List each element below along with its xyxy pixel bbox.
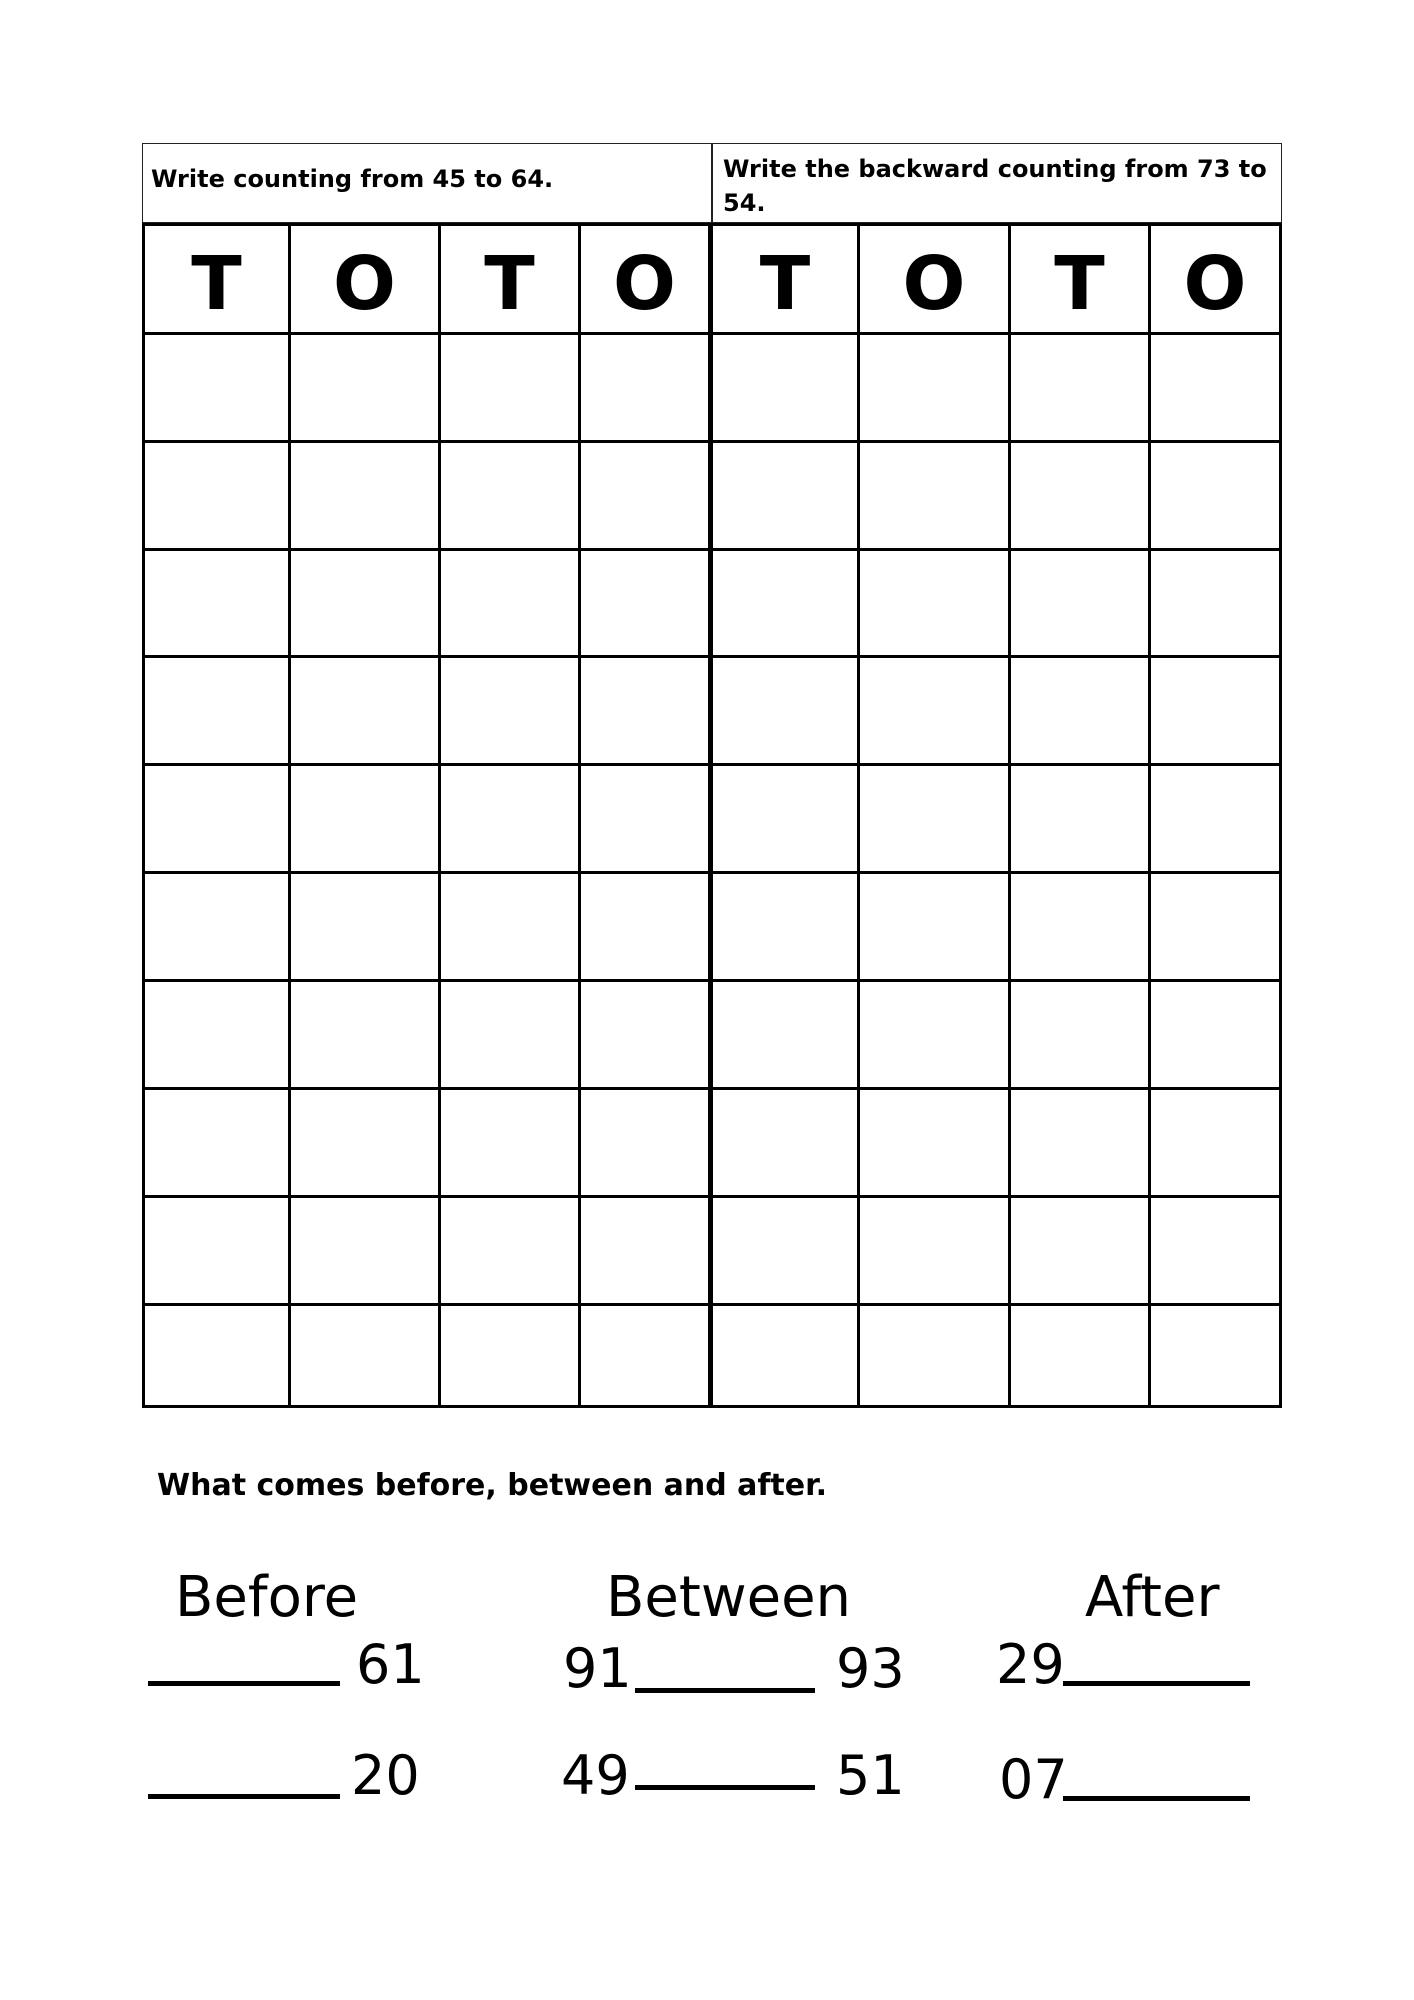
- heading-after: After: [1085, 1565, 1220, 1630]
- grid-column-divider: [578, 226, 581, 1405]
- column-label-ones: O: [613, 241, 676, 327]
- answer-blank-between-1[interactable]: [635, 1688, 815, 1693]
- number-between-left-1: 91: [563, 1637, 632, 1700]
- number-between-right-2: 51: [836, 1744, 905, 1807]
- counting-grid: [142, 223, 1282, 1408]
- instruction-forward-counting: [142, 143, 712, 223]
- number-after-2: 07: [999, 1748, 1068, 1811]
- grid-column-divider: [288, 226, 291, 1405]
- number-between-right-1: 93: [836, 1637, 905, 1700]
- instruction-backward-text-line1: Write the backward counting from 73 to: [723, 155, 1267, 183]
- instruction-backward-counting: [712, 143, 1282, 223]
- grid-row-divider: [145, 655, 1279, 658]
- column-label-ones: O: [333, 241, 396, 327]
- heading-before: Before: [175, 1565, 359, 1630]
- number-before-2: 20: [351, 1744, 420, 1807]
- grid-center-divider: [708, 226, 713, 1405]
- number-after-1: 29: [996, 1633, 1065, 1696]
- answer-blank-after-1[interactable]: [1063, 1681, 1250, 1686]
- grid-row-divider: [145, 1087, 1279, 1090]
- grid-row-divider: [145, 763, 1279, 766]
- grid-column-divider: [438, 226, 441, 1405]
- grid-row-divider: [145, 871, 1279, 874]
- answer-blank-before-2[interactable]: [148, 1794, 340, 1799]
- column-label-ones: O: [1183, 241, 1247, 327]
- grid-column-divider: [1148, 226, 1151, 1405]
- section-instruction: What comes before, between and after.: [157, 1468, 828, 1503]
- grid-row-divider: [145, 1195, 1279, 1198]
- grid-row-divider: [145, 979, 1279, 982]
- instruction-backward-text-line2: 54.: [723, 189, 766, 217]
- answer-blank-after-2[interactable]: [1063, 1796, 1250, 1801]
- column-label-tens: T: [1054, 241, 1105, 327]
- column-label-tens: T: [484, 241, 535, 327]
- answer-blank-between-2[interactable]: [635, 1785, 815, 1790]
- instruction-forward-text: Write counting from 45 to 64.: [151, 165, 554, 193]
- column-label-tens: T: [759, 241, 811, 327]
- grid-column-divider: [857, 226, 860, 1405]
- column-label-ones: O: [902, 241, 966, 327]
- grid-row-divider: [145, 1303, 1279, 1306]
- answer-blank-before-1[interactable]: [148, 1681, 340, 1686]
- column-label-tens: T: [191, 241, 242, 327]
- heading-between: Between: [606, 1565, 852, 1630]
- number-before-1: 61: [356, 1633, 425, 1696]
- grid-row-divider: [145, 548, 1279, 551]
- grid-row-divider: [145, 440, 1279, 443]
- number-between-left-2: 49: [561, 1744, 630, 1807]
- grid-column-divider: [1008, 226, 1011, 1405]
